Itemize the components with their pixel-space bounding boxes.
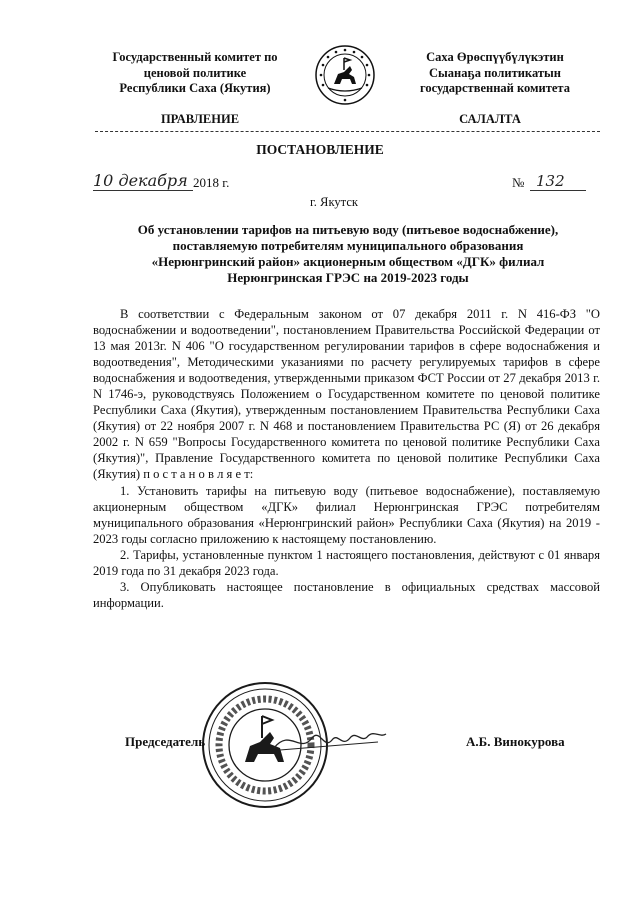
clause-3: 3. Опубликовать настоящее постановление в официальных средствах массовой информации. (93, 579, 600, 610)
handwritten-number: 132 (530, 172, 586, 191)
preamble-paragraph: В соответствии с Федеральным законом от 07 декабря 2011 г. N 416-ФЗ "О водоснабжении и водоотведении", постановлением Правительства Российской Федерации от 13 мая 2013г. N 406 "О государственном регулировании тарифов в сфере водоснабжения и водоотведения", Методическими указаниями по расчету регулируемых тарифов в сфере водоснабжения и водоотведения, утвержденными приказом ФСТ России от 27 декабря 2013 г. N 1746-э, руководствуясь Положением о Государственном комитете по ценовой политике Республики Саха (Якутия), утвержденным постановлением Правительства Республики Саха (Якутия) от 22 ноября 2007 г. N 468 и постановлением Правительства РС (Я) от 26 декабря 2002 г. N 659 "Вопросы Государственного комитета по ценовой политике Республики Саха (Якутия)", Правление Государственного комитета по ценовой политике Республики Саха (Якутия) п о с т а н о в л я е т: (93, 307, 600, 482)
committee-name-line: Государственный комитет по (112, 50, 278, 64)
committee-name-line: Республики Саха (Якутия) (119, 81, 271, 95)
committee-name-line: Сыанаҕа политикатын (429, 65, 561, 80)
city: г. Якутск (310, 195, 359, 209)
number-label: № (512, 175, 525, 190)
date-year: 2018 г. (193, 175, 230, 190)
handwritten-date: 10 декабря (93, 172, 193, 191)
board-label-russian: ПРАВЛЕНИЕ (160, 112, 240, 126)
clause-2: 2. Тарифы, установленные пунктом 1 настоящего постановления, действуют с 01 января 2019 года по 31 декабря 2023 года. (93, 547, 600, 578)
title-line: «Нерюнгринский район» акционерным обществом «ДГК» филиал (151, 254, 545, 269)
document-body (93, 306, 600, 611)
header-divider (95, 131, 600, 132)
title-line: поставляемую потребителям муниципального образования (172, 238, 524, 253)
document-date (93, 172, 253, 192)
document-type: ПОСТАНОВЛЕНИЕ (256, 142, 384, 157)
committee-name-sakha (390, 50, 600, 97)
clause-1: 1. Установить тарифы на питьевую воду (питьевое водоснабжение), поставляемую акционерным обществом «ДГК» филиал Нерюнгринская ГРЭС потребителям муниципального образования «Нерюнгринский район» Республики Саха (Якутия) на 2019 - 2023 годы согласно приложению к настоящему постановлению. (93, 483, 600, 546)
document-number (512, 172, 592, 192)
committee-name-line: ценовой политике (143, 65, 247, 80)
board-label-sakha: САЛАЛТА (459, 112, 521, 126)
committee-name-russian (90, 50, 300, 97)
signatory-name: А.Б. Винокурова (466, 734, 565, 749)
title-line: Нерюнгринская ГРЭС на 2019-2023 годы (227, 270, 469, 285)
signatory-role: Председатель (125, 734, 206, 749)
title-line: Об установлении тарифов на питьевую воду (питьевое водоснабжение), (137, 222, 559, 237)
republic-emblem-icon (314, 44, 376, 106)
committee-name-line: государственнай комитета (420, 81, 570, 95)
committee-name-line: Саха Өрөспүүбүлүкэтин (426, 50, 564, 64)
signature-scribble-icon (270, 720, 390, 760)
document-title (88, 222, 608, 286)
